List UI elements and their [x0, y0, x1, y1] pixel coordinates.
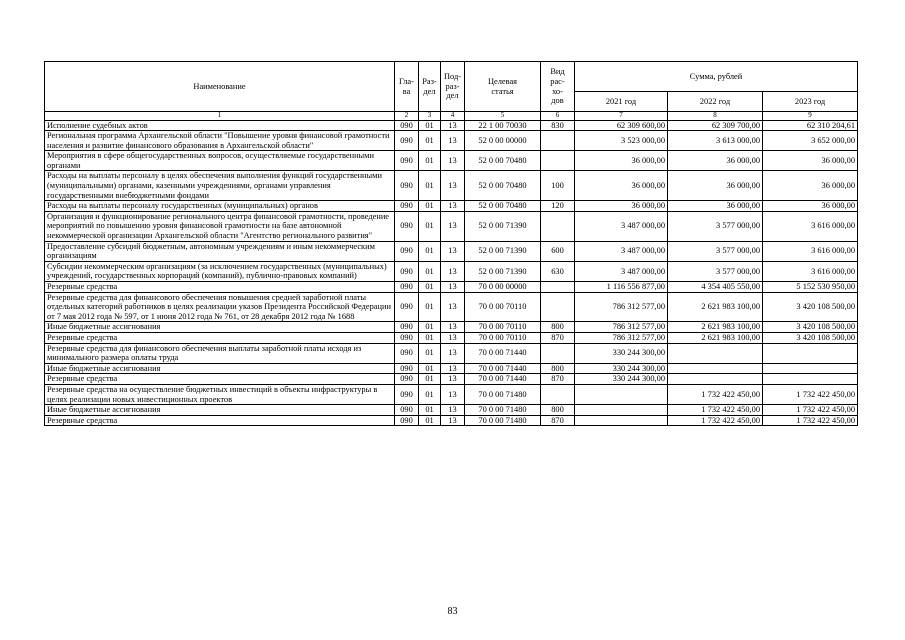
- row-celevaya-statya: 70 0 00 70110: [465, 332, 541, 343]
- header-vid: Вид рас- хо- дов: [541, 62, 575, 112]
- row-sum-2022: 3 577 000,00: [668, 211, 763, 241]
- row-sum-2021: 3 487 000,00: [575, 261, 668, 281]
- row-razdel: 01: [419, 374, 441, 385]
- row-podrazdel: 13: [441, 332, 465, 343]
- row-vid-rashodov: 800: [541, 322, 575, 333]
- row-sum-2023: 5 152 530 950,00: [763, 282, 858, 293]
- row-razdel: 01: [419, 282, 441, 293]
- row-celevaya-statya: 22 1 00 70030: [465, 120, 541, 131]
- row-razdel: 01: [419, 343, 441, 363]
- table-row: [45, 171, 858, 201]
- row-sum-2023: [763, 343, 858, 363]
- row-sum-2021: [575, 405, 668, 416]
- index-cell: 2: [395, 112, 419, 121]
- row-sum-2022: [668, 343, 763, 363]
- row-name: Расходы на выплаты персоналу в целях обеспечения выполнения функций государственными (муниципальными) органами, казенными учреждениями, органами управления государственными внебюджетными фондами: [45, 171, 395, 201]
- table-row: [45, 241, 858, 261]
- row-name: Организация и функционирование регионального центра финансовой грамотности, проведение мероприятий по повышению уровня финансовой грамотности на базе автономной некоммерческой организации Архангельской области "Агентство регионального развития": [45, 211, 395, 241]
- row-sum-2022: [668, 374, 763, 385]
- row-celevaya-statya: 70 0 00 71440: [465, 343, 541, 363]
- row-sum-2022: 36 000,00: [668, 151, 763, 171]
- row-celevaya-statya: 70 0 00 71480: [465, 405, 541, 416]
- row-glava: 090: [395, 405, 419, 416]
- row-podrazdel: 13: [441, 415, 465, 426]
- row-sum-2023: 1 732 422 450,00: [763, 405, 858, 416]
- row-name: Мероприятия в сфере общегосударственных вопросов, осуществляемые государственными органами: [45, 151, 395, 171]
- row-sum-2023: 36 000,00: [763, 201, 858, 212]
- row-vid-rashodov: [541, 292, 575, 322]
- row-razdel: 01: [419, 211, 441, 241]
- row-celevaya-statya: 70 0 00 71440: [465, 363, 541, 374]
- row-razdel: 01: [419, 151, 441, 171]
- header-podrazdel: Под- раз- дел: [441, 62, 465, 112]
- row-sum-2023: 3 616 000,00: [763, 261, 858, 281]
- row-name: Региональная программа Архангельской области "Повышение уровня финансовой грамотности населения и развитие финансового образования в Архангельской области": [45, 131, 395, 151]
- row-sum-2021: 62 309 600,00: [575, 120, 668, 131]
- row-name: Иные бюджетные ассигнования: [45, 322, 395, 333]
- row-podrazdel: 13: [441, 292, 465, 322]
- row-sum-2023: 3 616 000,00: [763, 241, 858, 261]
- row-sum-2021: 330 244 300,00: [575, 343, 668, 363]
- row-celevaya-statya: 52 0 00 70480: [465, 171, 541, 201]
- row-sum-2022: 2 621 983 100,00: [668, 322, 763, 333]
- row-sum-2023: 3 616 000,00: [763, 211, 858, 241]
- row-sum-2022: 3 577 000,00: [668, 241, 763, 261]
- row-name: Резервные средства: [45, 332, 395, 343]
- row-sum-2021: 330 244 300,00: [575, 363, 668, 374]
- row-sum-2022: 36 000,00: [668, 171, 763, 201]
- row-podrazdel: 13: [441, 374, 465, 385]
- row-glava: 090: [395, 415, 419, 426]
- row-name: Резервные средства на осуществление бюджетных инвестиций в объекты инфраструктуры в целях реализации новых инвестиционных проектов: [45, 384, 395, 404]
- row-name: Субсидии некоммерческим организациям (за исключением государственных (муниципальных) учреждений, государственных корпораций (компаний), публично-правовых компаний): [45, 261, 395, 281]
- row-name: Резервные средства: [45, 374, 395, 385]
- header-year-2022: 2022 год: [668, 92, 763, 112]
- row-sum-2021: 36 000,00: [575, 171, 668, 201]
- row-sum-2023: 3 652 000,00: [763, 131, 858, 151]
- table-row: [45, 384, 858, 404]
- row-glava: 090: [395, 332, 419, 343]
- row-glava: 090: [395, 120, 419, 131]
- row-glava: 090: [395, 322, 419, 333]
- row-glava: 090: [395, 201, 419, 212]
- row-podrazdel: 13: [441, 120, 465, 131]
- row-podrazdel: 13: [441, 261, 465, 281]
- table-row: [45, 211, 858, 241]
- row-razdel: 01: [419, 131, 441, 151]
- header-year-2023: 2023 год: [763, 92, 858, 112]
- row-vid-rashodov: 830: [541, 120, 575, 131]
- row-name: Резервные средства для финансового обеспечения повышения средней заработной платы отдельных категорий работников в целях реализации указов Президента Российской Федерации от 7 мая 2012 года № 597, от 1 июня 2012 года № 761, от 28 декабря 2012 года № 1688: [45, 292, 395, 322]
- row-podrazdel: 13: [441, 211, 465, 241]
- row-sum-2023: 3 420 108 500,00: [763, 292, 858, 322]
- row-sum-2021: 1 116 556 877,00: [575, 282, 668, 293]
- index-cell: 4: [441, 112, 465, 121]
- row-celevaya-statya: 70 0 00 71480: [465, 384, 541, 404]
- row-glava: 090: [395, 131, 419, 151]
- table-row: [45, 343, 858, 363]
- row-sum-2022: 1 732 422 450,00: [668, 384, 763, 404]
- row-vid-rashodov: 800: [541, 405, 575, 416]
- index-cell: 1: [45, 112, 395, 121]
- row-sum-2023: 1 732 422 450,00: [763, 384, 858, 404]
- row-sum-2022: 3 577 000,00: [668, 261, 763, 281]
- table-row: [45, 282, 858, 293]
- row-podrazdel: 13: [441, 241, 465, 261]
- table-row: [45, 363, 858, 374]
- row-vid-rashodov: [541, 384, 575, 404]
- row-sum-2021: 36 000,00: [575, 151, 668, 171]
- table-row: [45, 322, 858, 333]
- row-podrazdel: 13: [441, 343, 465, 363]
- row-vid-rashodov: 870: [541, 415, 575, 426]
- row-razdel: 01: [419, 332, 441, 343]
- row-podrazdel: 13: [441, 201, 465, 212]
- header-celevaya: Целевая статья: [465, 62, 541, 112]
- table-row: [45, 292, 858, 322]
- row-podrazdel: 13: [441, 151, 465, 171]
- row-sum-2021: 36 000,00: [575, 201, 668, 212]
- row-sum-2022: 36 000,00: [668, 201, 763, 212]
- row-sum-2021: 3 523 000,00: [575, 131, 668, 151]
- row-podrazdel: 13: [441, 384, 465, 404]
- row-glava: 090: [395, 363, 419, 374]
- row-vid-rashodov: 870: [541, 332, 575, 343]
- row-sum-2021: 786 312 577,00: [575, 322, 668, 333]
- row-vid-rashodov: 120: [541, 201, 575, 212]
- row-razdel: 01: [419, 171, 441, 201]
- row-sum-2022: [668, 363, 763, 374]
- row-celevaya-statya: 70 0 00 70110: [465, 322, 541, 333]
- row-glava: 090: [395, 211, 419, 241]
- row-sum-2021: 786 312 577,00: [575, 292, 668, 322]
- row-podrazdel: 13: [441, 363, 465, 374]
- row-vid-rashodov: [541, 131, 575, 151]
- row-vid-rashodov: 800: [541, 363, 575, 374]
- budget-table: [44, 61, 858, 426]
- header-glava: Гла- ва: [395, 62, 419, 112]
- row-name: Исполнение судебных актов: [45, 120, 395, 131]
- row-glava: 090: [395, 261, 419, 281]
- row-vid-rashodov: 630: [541, 261, 575, 281]
- page-number: 83: [447, 606, 458, 617]
- row-glava: 090: [395, 151, 419, 171]
- row-vid-rashodov: [541, 211, 575, 241]
- row-vid-rashodov: 600: [541, 241, 575, 261]
- row-sum-2023: [763, 363, 858, 374]
- row-name: Расходы на выплаты персоналу государственных (муниципальных) органов: [45, 201, 395, 212]
- row-sum-2021: [575, 384, 668, 404]
- row-celevaya-statya: 52 0 00 71390: [465, 261, 541, 281]
- row-glava: 090: [395, 374, 419, 385]
- table-row: [45, 415, 858, 426]
- row-name: Иные бюджетные ассигнования: [45, 363, 395, 374]
- row-glava: 090: [395, 282, 419, 293]
- row-glava: 090: [395, 171, 419, 201]
- row-razdel: 01: [419, 415, 441, 426]
- row-sum-2023: 36 000,00: [763, 151, 858, 171]
- row-glava: 090: [395, 343, 419, 363]
- row-celevaya-statya: 70 0 00 71440: [465, 374, 541, 385]
- row-razdel: 01: [419, 292, 441, 322]
- row-sum-2023: 3 420 108 500,00: [763, 322, 858, 333]
- row-vid-rashodov: [541, 343, 575, 363]
- row-sum-2021: [575, 415, 668, 426]
- row-celevaya-statya: 52 0 00 70480: [465, 151, 541, 171]
- row-sum-2023: [763, 374, 858, 385]
- row-podrazdel: 13: [441, 322, 465, 333]
- table-row: [45, 201, 858, 212]
- row-podrazdel: 13: [441, 131, 465, 151]
- row-celevaya-statya: 70 0 00 71480: [465, 415, 541, 426]
- row-razdel: 01: [419, 261, 441, 281]
- row-sum-2022: 62 309 700,00: [668, 120, 763, 131]
- header-name: Наименование: [45, 62, 395, 112]
- row-name: Резервные средства для финансового обеспечения выплаты заработной платы исходя из минимального размера оплаты труда: [45, 343, 395, 363]
- column-index-row: [45, 112, 858, 121]
- row-sum-2023: 3 420 108 500,00: [763, 332, 858, 343]
- row-celevaya-statya: 52 0 00 00000: [465, 131, 541, 151]
- table-row: [45, 131, 858, 151]
- row-sum-2021: 786 312 577,00: [575, 332, 668, 343]
- row-glava: 090: [395, 241, 419, 261]
- row-sum-2021: 330 244 300,00: [575, 374, 668, 385]
- row-sum-2022: 2 621 983 100,00: [668, 292, 763, 322]
- index-cell: 6: [541, 112, 575, 121]
- row-razdel: 01: [419, 384, 441, 404]
- row-name: Предоставление субсидий бюджетным, автономным учреждениям и иным некоммерческим организациям: [45, 241, 395, 261]
- row-podrazdel: 13: [441, 405, 465, 416]
- row-vid-rashodov: [541, 282, 575, 293]
- header-summa: Сумма, рублей: [575, 62, 858, 92]
- row-vid-rashodov: 100: [541, 171, 575, 201]
- row-sum-2023: 36 000,00: [763, 171, 858, 201]
- row-sum-2022: 4 354 405 550,00: [668, 282, 763, 293]
- row-sum-2022: 2 621 983 100,00: [668, 332, 763, 343]
- index-cell: 9: [763, 112, 858, 121]
- row-razdel: 01: [419, 241, 441, 261]
- row-sum-2022: 3 613 000,00: [668, 131, 763, 151]
- row-vid-rashodov: 870: [541, 374, 575, 385]
- table-row: [45, 120, 858, 131]
- row-sum-2023: 62 310 204,61: [763, 120, 858, 131]
- index-cell: 5: [465, 112, 541, 121]
- row-celevaya-statya: 52 0 00 71390: [465, 241, 541, 261]
- row-razdel: 01: [419, 405, 441, 416]
- row-sum-2021: 3 487 000,00: [575, 241, 668, 261]
- row-razdel: 01: [419, 363, 441, 374]
- table-row: [45, 405, 858, 416]
- index-cell: 8: [668, 112, 763, 121]
- budget-table-sheet: [44, 61, 857, 426]
- row-sum-2022: 1 732 422 450,00: [668, 405, 763, 416]
- row-celevaya-statya: 70 0 00 00000: [465, 282, 541, 293]
- row-glava: 090: [395, 292, 419, 322]
- index-cell: 3: [419, 112, 441, 121]
- index-cell: 7: [575, 112, 668, 121]
- table-row: [45, 151, 858, 171]
- row-sum-2023: 1 732 422 450,00: [763, 415, 858, 426]
- table-row: [45, 332, 858, 343]
- table-row: [45, 261, 858, 281]
- row-celevaya-statya: 70 0 00 70110: [465, 292, 541, 322]
- row-sum-2022: 1 732 422 450,00: [668, 415, 763, 426]
- row-vid-rashodov: [541, 151, 575, 171]
- row-celevaya-statya: 52 0 00 71390: [465, 211, 541, 241]
- row-name: Иные бюджетные ассигнования: [45, 405, 395, 416]
- header-razdel: Раз- дел: [419, 62, 441, 112]
- row-podrazdel: 13: [441, 282, 465, 293]
- row-razdel: 01: [419, 322, 441, 333]
- row-razdel: 01: [419, 201, 441, 212]
- row-glava: 090: [395, 384, 419, 404]
- row-name: Резервные средства: [45, 415, 395, 426]
- header-year-2021: 2021 год: [575, 92, 668, 112]
- table-row: [45, 374, 858, 385]
- row-sum-2021: 3 487 000,00: [575, 211, 668, 241]
- row-celevaya-statya: 52 0 00 70480: [465, 201, 541, 212]
- row-razdel: 01: [419, 120, 441, 131]
- row-name: Резервные средства: [45, 282, 395, 293]
- row-podrazdel: 13: [441, 171, 465, 201]
